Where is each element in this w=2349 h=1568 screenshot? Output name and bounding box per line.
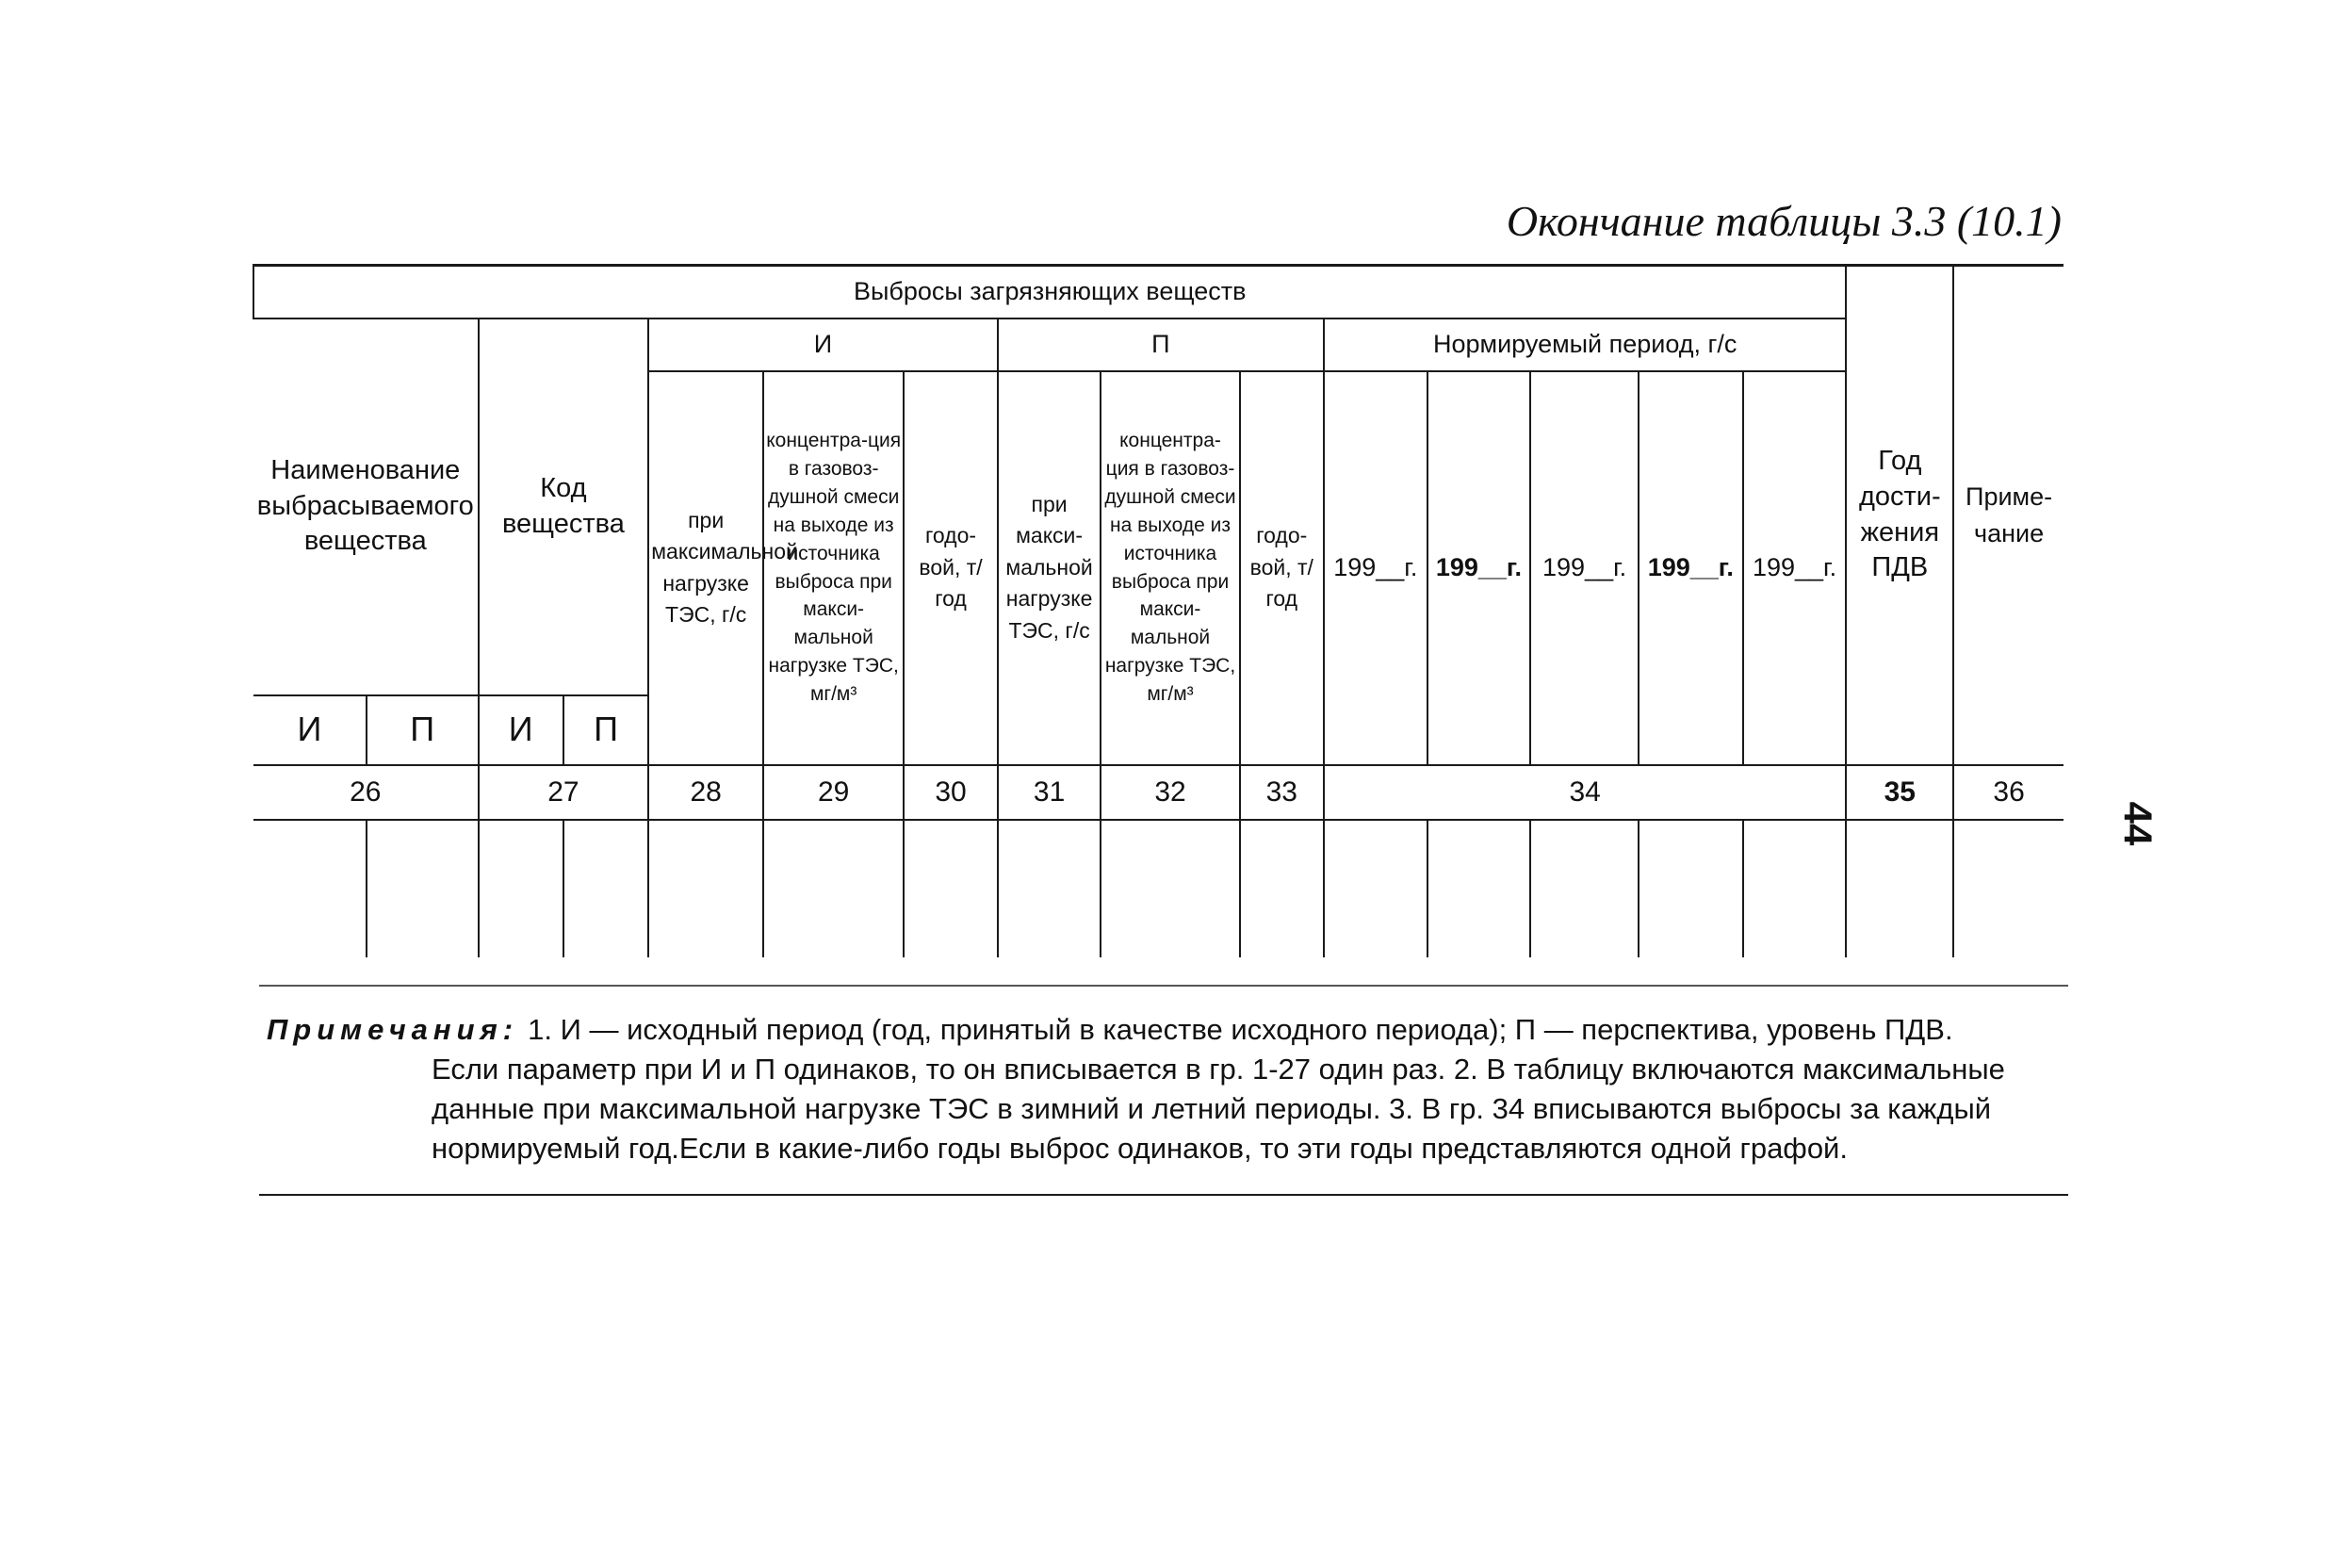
header-year-2: 199__г. — [1427, 371, 1531, 765]
column-number-28: 28 — [648, 765, 763, 820]
header-p-concentration: концентра-ция в газовоз-душной смеси на выходе из источника выброса при макси-мальной нагрузке ТЭС, мг/м³ — [1101, 371, 1239, 765]
notes-text-1: 1. И — исходный период (год, принятый в качестве исходного периода); П — перспектива, уровень ПДВ. — [528, 1013, 1953, 1046]
empty-cell — [1846, 820, 1953, 957]
empty-cell — [1240, 820, 1324, 957]
header-year-1: 199__г. — [1324, 371, 1427, 765]
column-number-30: 30 — [904, 765, 997, 820]
header-year-5: 199__г. — [1743, 371, 1847, 765]
empty-cell — [904, 820, 997, 957]
header-i-max-load: при максимальной нагрузке ТЭС, г/с — [648, 371, 763, 765]
empty-cell — [563, 820, 648, 957]
column-number-32: 32 — [1101, 765, 1239, 820]
empty-cell — [253, 820, 367, 957]
header-group-i: И — [648, 318, 998, 371]
header-p-max-load: при макси-мальной нагрузке ТЭС, г/с — [998, 371, 1101, 765]
subheader-code-p: П — [563, 695, 648, 765]
column-number-34: 34 — [1324, 765, 1847, 820]
subheader-name-i: И — [253, 695, 367, 765]
empty-cell — [998, 820, 1101, 957]
empty-cell — [1743, 820, 1847, 957]
column-number-35: 35 — [1846, 765, 1953, 820]
header-year-pdv: Год дости-жения ПДВ — [1846, 266, 1953, 765]
header-i-annual: годо-вой, т/год — [904, 371, 997, 765]
empty-cell — [1639, 820, 1743, 957]
column-number-27: 27 — [479, 765, 649, 820]
empty-cell — [648, 820, 763, 957]
column-number-26: 26 — [253, 765, 479, 820]
empty-cell — [1530, 820, 1639, 957]
header-year-3: 199__г. — [1530, 371, 1639, 765]
column-number-36: 36 — [1953, 765, 2064, 820]
header-substance-code: Код вещества — [479, 318, 649, 695]
header-year-4: 199__г. — [1639, 371, 1743, 765]
header-p-annual: годо-вой, т/год — [1240, 371, 1324, 765]
notes-line-1 — [267, 1010, 2068, 1050]
empty-cell — [367, 820, 479, 957]
divider — [259, 985, 2068, 987]
empty-cell — [763, 820, 904, 957]
notes-line-3: данные при максимальной нагрузке ТЭС в зимний и летний периоды. 3. В гр. 34 вписываются выбросы за каждый — [432, 1092, 1992, 1126]
table-caption: Окончание таблицы 3.3 (10.1) — [1506, 197, 2062, 245]
column-number-29: 29 — [763, 765, 904, 820]
header-i-concentration: концентра-ция в газовоз-душной смеси на выходе из источника выброса при макси-мальной нагрузке ТЭС, мг/м³ — [763, 371, 904, 765]
empty-cell — [1101, 820, 1239, 957]
empty-cell — [1324, 820, 1427, 957]
empty-cell — [1427, 820, 1531, 957]
emissions-table-container — [253, 264, 2064, 957]
empty-cell — [479, 820, 563, 957]
header-substance-name: Наименование выбрасываемого вещества — [253, 318, 479, 695]
subheader-code-i: И — [479, 695, 563, 765]
column-number-33: 33 — [1240, 765, 1324, 820]
divider — [259, 1194, 2068, 1196]
table-row — [253, 820, 2064, 957]
page-number: 44 — [2115, 801, 2161, 846]
notes-block — [267, 1010, 2068, 1169]
subheader-name-p: П — [367, 695, 479, 765]
notes-line-2: Если параметр при И и П одинаков, то он вписывается в гр. 1-27 один раз. 2. В таблицу включаются максимальные — [432, 1053, 2005, 1086]
column-number-31: 31 — [998, 765, 1101, 820]
emissions-table — [253, 264, 2064, 957]
empty-cell — [1953, 820, 2064, 957]
header-norm-period: Нормируемый период, г/с — [1324, 318, 1847, 371]
header-note: Приме-чание — [1953, 266, 2064, 765]
header-group-p: П — [998, 318, 1324, 371]
notes-label: Примечания: — [267, 1013, 519, 1046]
header-emissions: Выбросы загрязняющих веществ — [253, 266, 1846, 318]
notes-line-4: нормируемый год.Если в какие-либо годы выброс одинаков, то эти годы представляются одной графой. — [432, 1132, 1848, 1166]
